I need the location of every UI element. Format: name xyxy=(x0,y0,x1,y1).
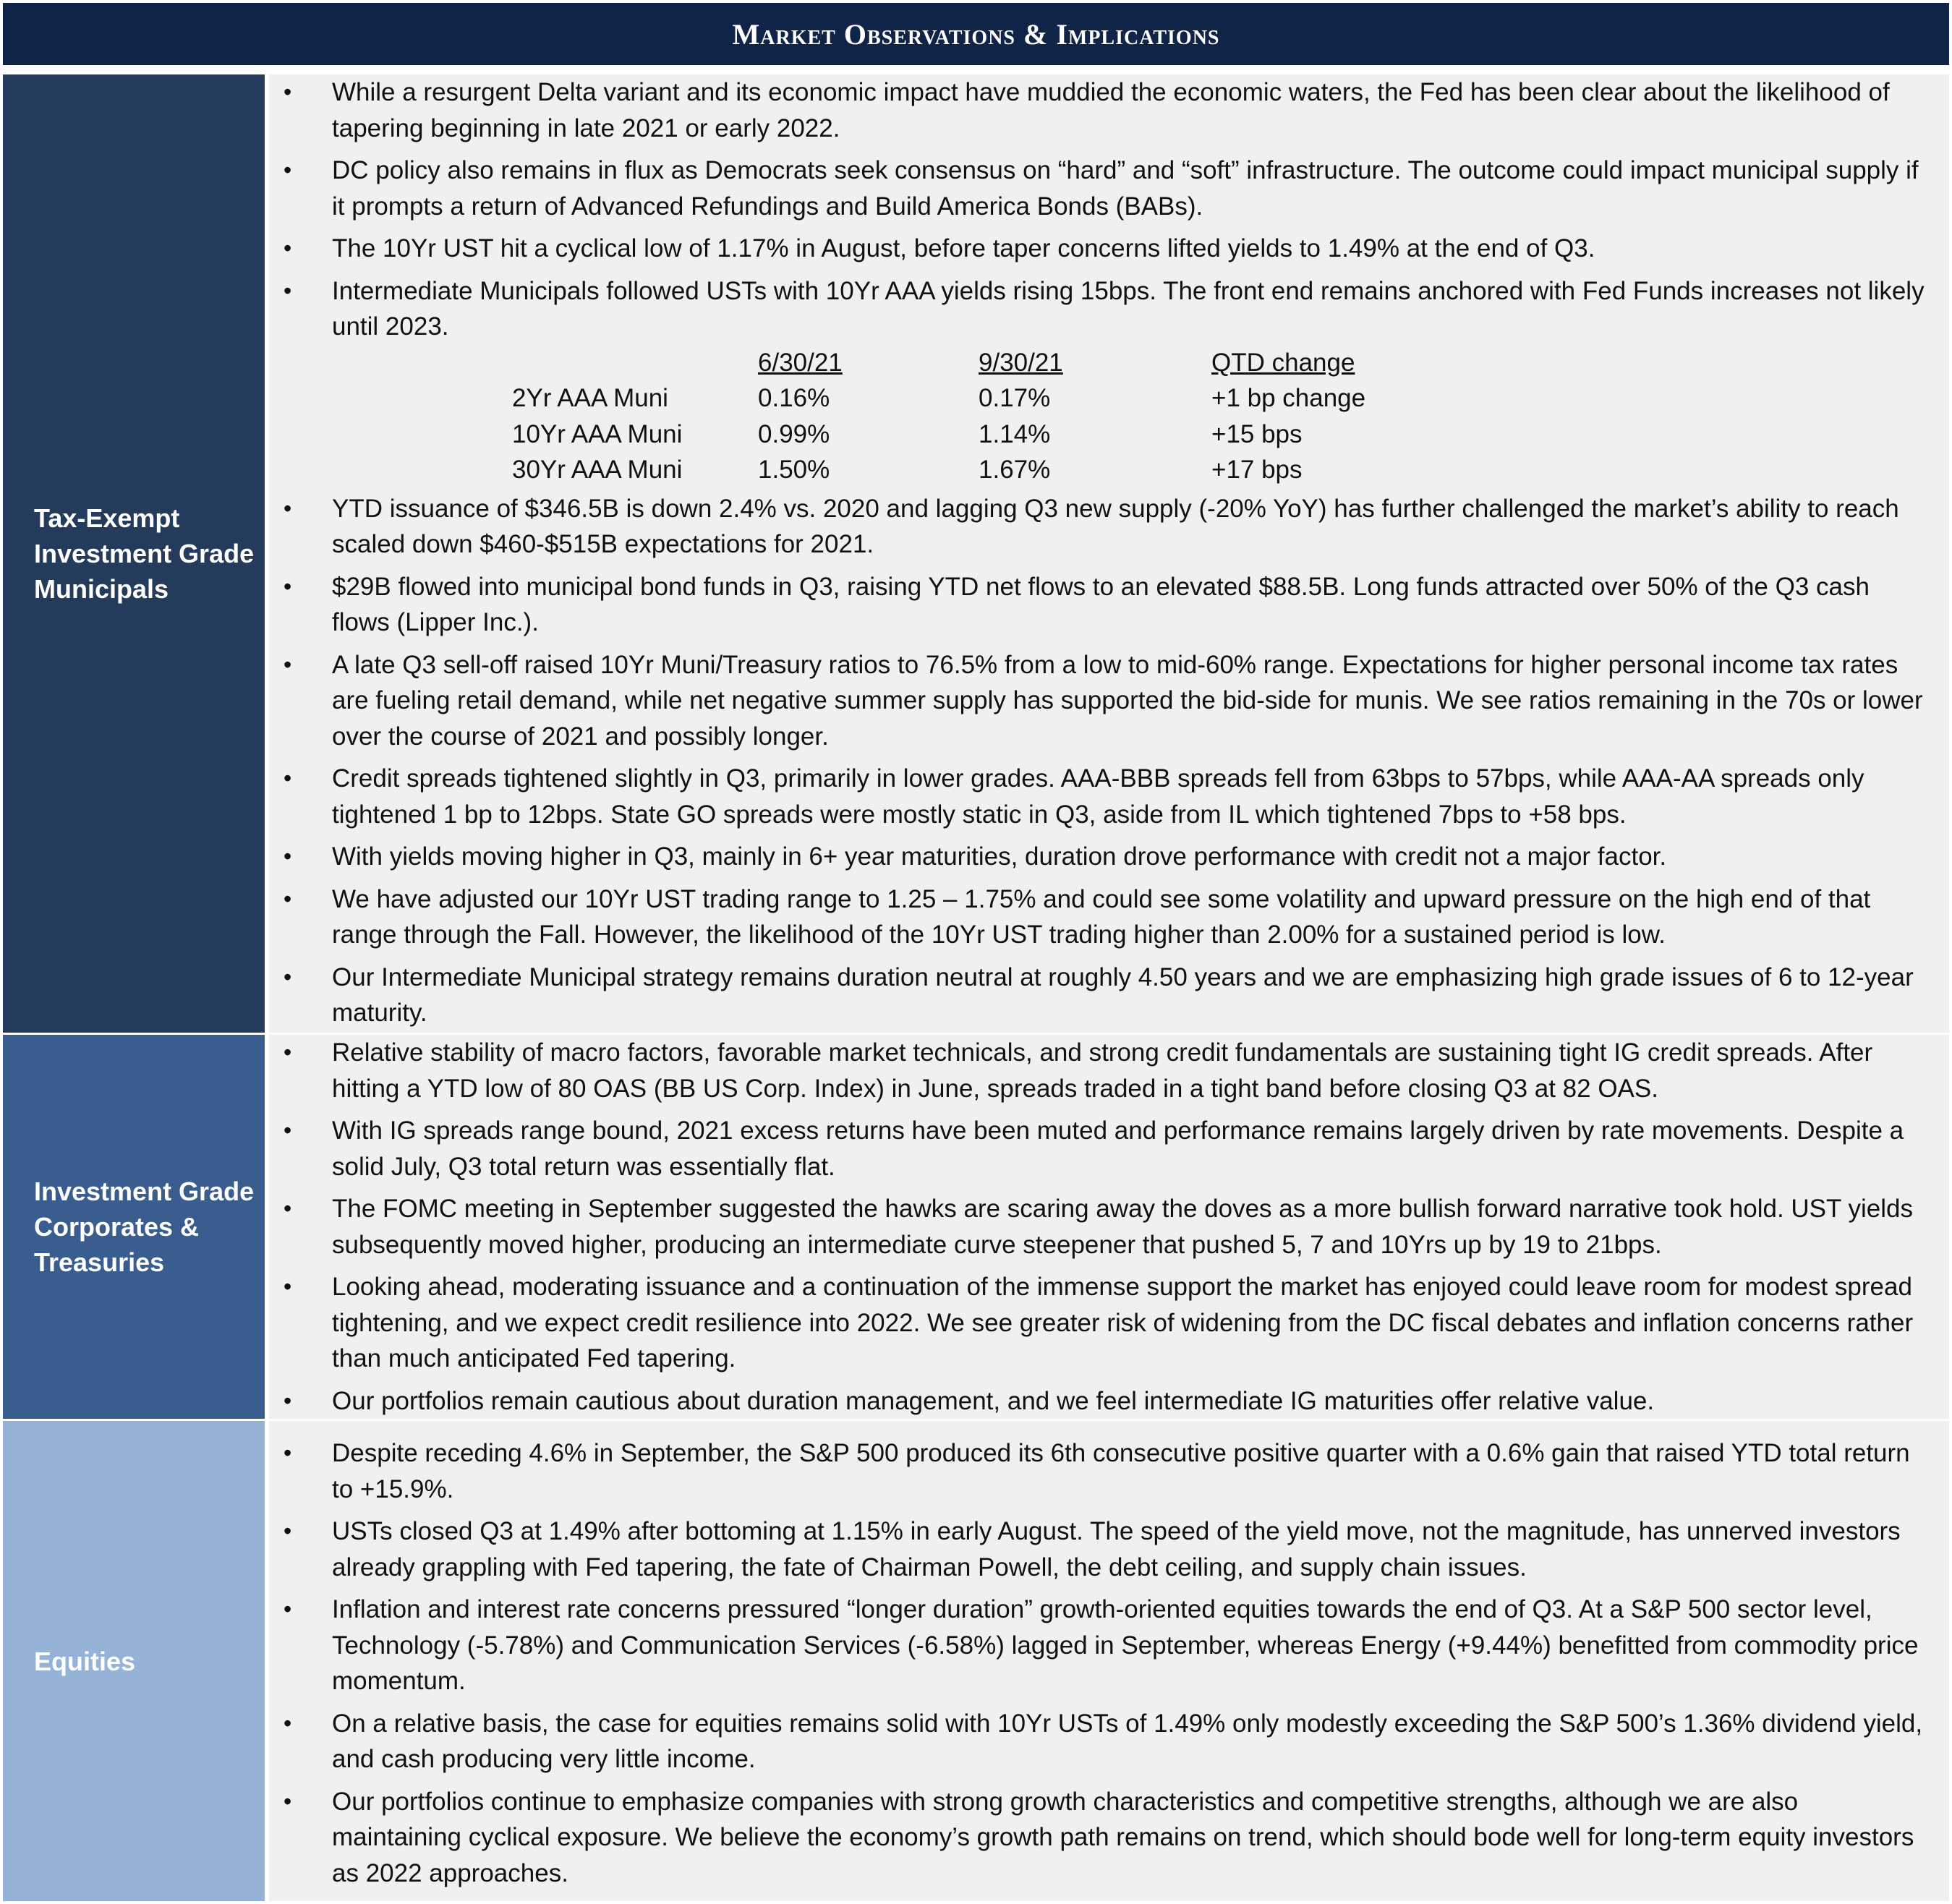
bullet-icon: • xyxy=(284,277,292,304)
table-header-cell: QTD change xyxy=(1211,348,1355,377)
table-header-row xyxy=(512,345,1443,381)
bullet-icon: • xyxy=(284,495,292,521)
bullet-item: • YTD issuance of $346.5B is down 2.4% vs. 2020 and lagging Q3 new supply (-20% YoY) has further challenged the market’s ability to reach scaled down $460-$515B expectations for 2021. xyxy=(269,491,1927,563)
section-equities xyxy=(3,1421,1949,1901)
page-title: Market Observations & Implications xyxy=(3,3,1949,65)
bullet-icon: • xyxy=(284,1387,292,1414)
section-body-municipals xyxy=(269,74,1949,1033)
section-corporates xyxy=(3,1035,1949,1419)
bullet-icon: • xyxy=(284,885,292,912)
bullet-list xyxy=(269,1035,1927,1419)
bullet-icon: • xyxy=(284,963,292,990)
bullet-icon: • xyxy=(284,651,292,678)
table-cell: +1 bp change xyxy=(1211,384,1366,412)
bullet-item: • Inflation and interest rate concerns pressured “longer duration” growth-oriented equities towards the end of Q3. At a S&P 500 sector level, Technology (-5.78%) and Communication Services (-6.58%) lagged in September, whereas Energy (+9.44%) benefitted from commodity price momentum. xyxy=(269,1592,1927,1699)
section-label-municipals: Tax-Exempt Investment Grade Municipals xyxy=(3,74,265,1033)
bullet-icon: • xyxy=(284,1039,292,1065)
bullet-icon: • xyxy=(284,1709,292,1736)
bullet-item: • Our portfolios remain cautious about duration management, and we feel intermediate IG maturities offer relative value. xyxy=(269,1383,1927,1420)
bullet-item: • Relative stability of macro factors, favorable market technicals, and strong credit fundamentals are sustaining tight IG credit spreads. After hitting a YTD low of 80 OAS (BB US Corp. Index) in June, spreads traded in a tight band before closing Q3 at 82 OAS. xyxy=(269,1035,1927,1106)
bullet-item: • While a resurgent Delta variant and its economic impact have muddied the economic waters, the Fed has been clear about the likelihood of tapering beginning in late 2021 or early 2022. xyxy=(269,74,1927,146)
table-cell: +17 bps xyxy=(1211,456,1303,484)
bullet-icon: • xyxy=(284,573,292,599)
table-cell: 2Yr AAA Muni xyxy=(512,384,668,412)
table-cell: 0.99% xyxy=(758,419,830,448)
table-header-cell xyxy=(512,345,758,381)
bullet-icon: • xyxy=(284,843,292,869)
table-cell: 10Yr AAA Muni xyxy=(512,419,683,448)
bullet-icon: • xyxy=(284,1596,292,1622)
bullet-item: • Intermediate Municipals followed USTs with 10Yr AAA yields rising 15bps. The front end remains anchored with Fed Funds increases not likely until 2023. xyxy=(269,273,1927,345)
bullet-item: • $29B flowed into municipal bond funds in Q3, raising YTD net flows to an elevated $88.5B. Long funds attracted over 50% of the Q3 cash flows (Lipper Inc.). xyxy=(269,569,1927,641)
section-label-equities: Equities xyxy=(3,1421,265,1901)
table-cell: 0.16% xyxy=(758,384,830,412)
bullet-item: • On a relative basis, the case for equities remains solid with 10Yr USTs of 1.49% only modestly exceeding the S&P 500’s 1.36% dividend yield, and cash producing very little income. xyxy=(269,1706,1927,1777)
bullet-list xyxy=(269,74,1927,345)
bullet-item: • Credit spreads tightened slightly in Q3, primarily in lower grades. AAA-BBB spreads fell from 63bps to 57bps, while AAA-AA spreads only tightened 1 bp to 12bps. State GO spreads were mostly static in Q3, aside from IL which tightened 7bps to +58 bps. xyxy=(269,761,1927,832)
bullet-list xyxy=(269,1435,1927,1891)
bullet-item: • With IG spreads range bound, 2021 excess returns have been muted and performance remains largely driven by rate movements. Despite a solid July, Q3 total return was essentially flat. xyxy=(269,1113,1927,1184)
bullet-list xyxy=(269,491,1927,1031)
table-header-cell: 6/30/21 xyxy=(758,348,843,377)
bullet-icon: • xyxy=(284,157,292,183)
bullet-item: • DC policy also remains in flux as Democrats seek consensus on “hard” and “soft” infrastructure. The outcome could impact municipal supply if it prompts a return of Advanced Refundings and Build America Bonds (BABs). xyxy=(269,153,1927,224)
bullet-icon: • xyxy=(284,1117,292,1143)
bullet-item: • Our portfolios continue to emphasize companies with strong growth characteristics and competitive strengths, although we are also maintaining cyclical exposure. We believe the economy’s growth path remains on trend, which should bode well for long-term equity investors as 2022 approaches. xyxy=(269,1784,1927,1892)
bullet-icon: • xyxy=(284,1518,292,1544)
table-header-cell: 9/30/21 xyxy=(979,348,1063,377)
table-row xyxy=(512,380,1443,417)
table-row xyxy=(512,452,1443,488)
bullet-item: • A late Q3 sell-off raised 10Yr Muni/Treasury ratios to 76.5% from a low to mid-60% range. Expectations for higher personal income tax rates are fueling retail demand, while net negative summer supply has supported the bid-side for munis. We see ratios remaining in the 70s or lower over the course of 2021 and possibly longer. xyxy=(269,647,1927,755)
bullet-icon: • xyxy=(284,235,292,261)
table-cell: 0.17% xyxy=(979,384,1051,412)
table-cell: 1.67% xyxy=(979,456,1051,484)
section-body-corporates xyxy=(269,1035,1949,1419)
bullet-item: • With yields moving higher in Q3, mainly in 6+ year maturities, duration drove performance with credit not a major factor. xyxy=(269,839,1927,875)
bullet-icon: • xyxy=(284,1788,292,1814)
section-municipals xyxy=(3,74,1949,1033)
bullet-icon: • xyxy=(284,79,292,105)
bullet-icon: • xyxy=(284,1440,292,1466)
bullet-item: • USTs closed Q3 at 1.49% after bottoming at 1.15% in early August. The speed of the yield move, not the magnitude, has unnerved investors already grappling with Fed tapering, the fate of Chairman Powell, the debt ceiling, and supply chain issues. xyxy=(269,1514,1927,1585)
bullet-icon: • xyxy=(284,765,292,791)
bullet-icon: • xyxy=(284,1273,292,1299)
section-body-equities xyxy=(269,1421,1949,1901)
table-row xyxy=(512,417,1443,453)
bullet-item: • The FOMC meeting in September suggested the hawks are scaring away the doves as a more bullish forward narrative took hold. UST yields subsequently moved higher, producing an intermediate curve steepener that pushed 5, 7 and 10Yrs up by 19 to 21bps. xyxy=(269,1191,1927,1263)
bullet-item: • We have adjusted our 10Yr UST trading range to 1.25 – 1.75% and could see some volatility and upward pressure on the high end of that range through the Fall. However, the likelihood of the 10Yr UST trading higher than 2.00% for a sustained period is low. xyxy=(269,881,1927,953)
bullet-icon: • xyxy=(284,1195,292,1221)
table-cell: 30Yr AAA Muni xyxy=(512,456,683,484)
bullet-item: • The 10Yr UST hit a cyclical low of 1.17% in August, before taper concerns lifted yields to 1.49% at the end of Q3. xyxy=(269,231,1927,267)
table-cell: 1.50% xyxy=(758,456,830,484)
muni-yield-table xyxy=(512,345,1443,488)
bullet-item: • Despite receding 4.6% in September, the S&P 500 produced its 6th consecutive positive quarter with a 0.6% gain that raised YTD total return to +15.9%. xyxy=(269,1435,1927,1507)
section-label-corporates: Investment Grade Corporates & Treasuries xyxy=(3,1035,265,1419)
bullet-item: • Looking ahead, moderating issuance and a continuation of the immense support the market has enjoyed could leave room for modest spread tightening, and we expect credit resilience into 2022. We see greater risk of widening from the DC fiscal debates and inflation concerns rather than much anticipated Fed tapering. xyxy=(269,1269,1927,1377)
table-cell: 1.14% xyxy=(979,419,1051,448)
bullet-item: • Our Intermediate Municipal strategy remains duration neutral at roughly 4.50 years and we are emphasizing high grade issues of 6 to 12-year maturity. xyxy=(269,960,1927,1031)
table-cell: +15 bps xyxy=(1211,419,1303,448)
